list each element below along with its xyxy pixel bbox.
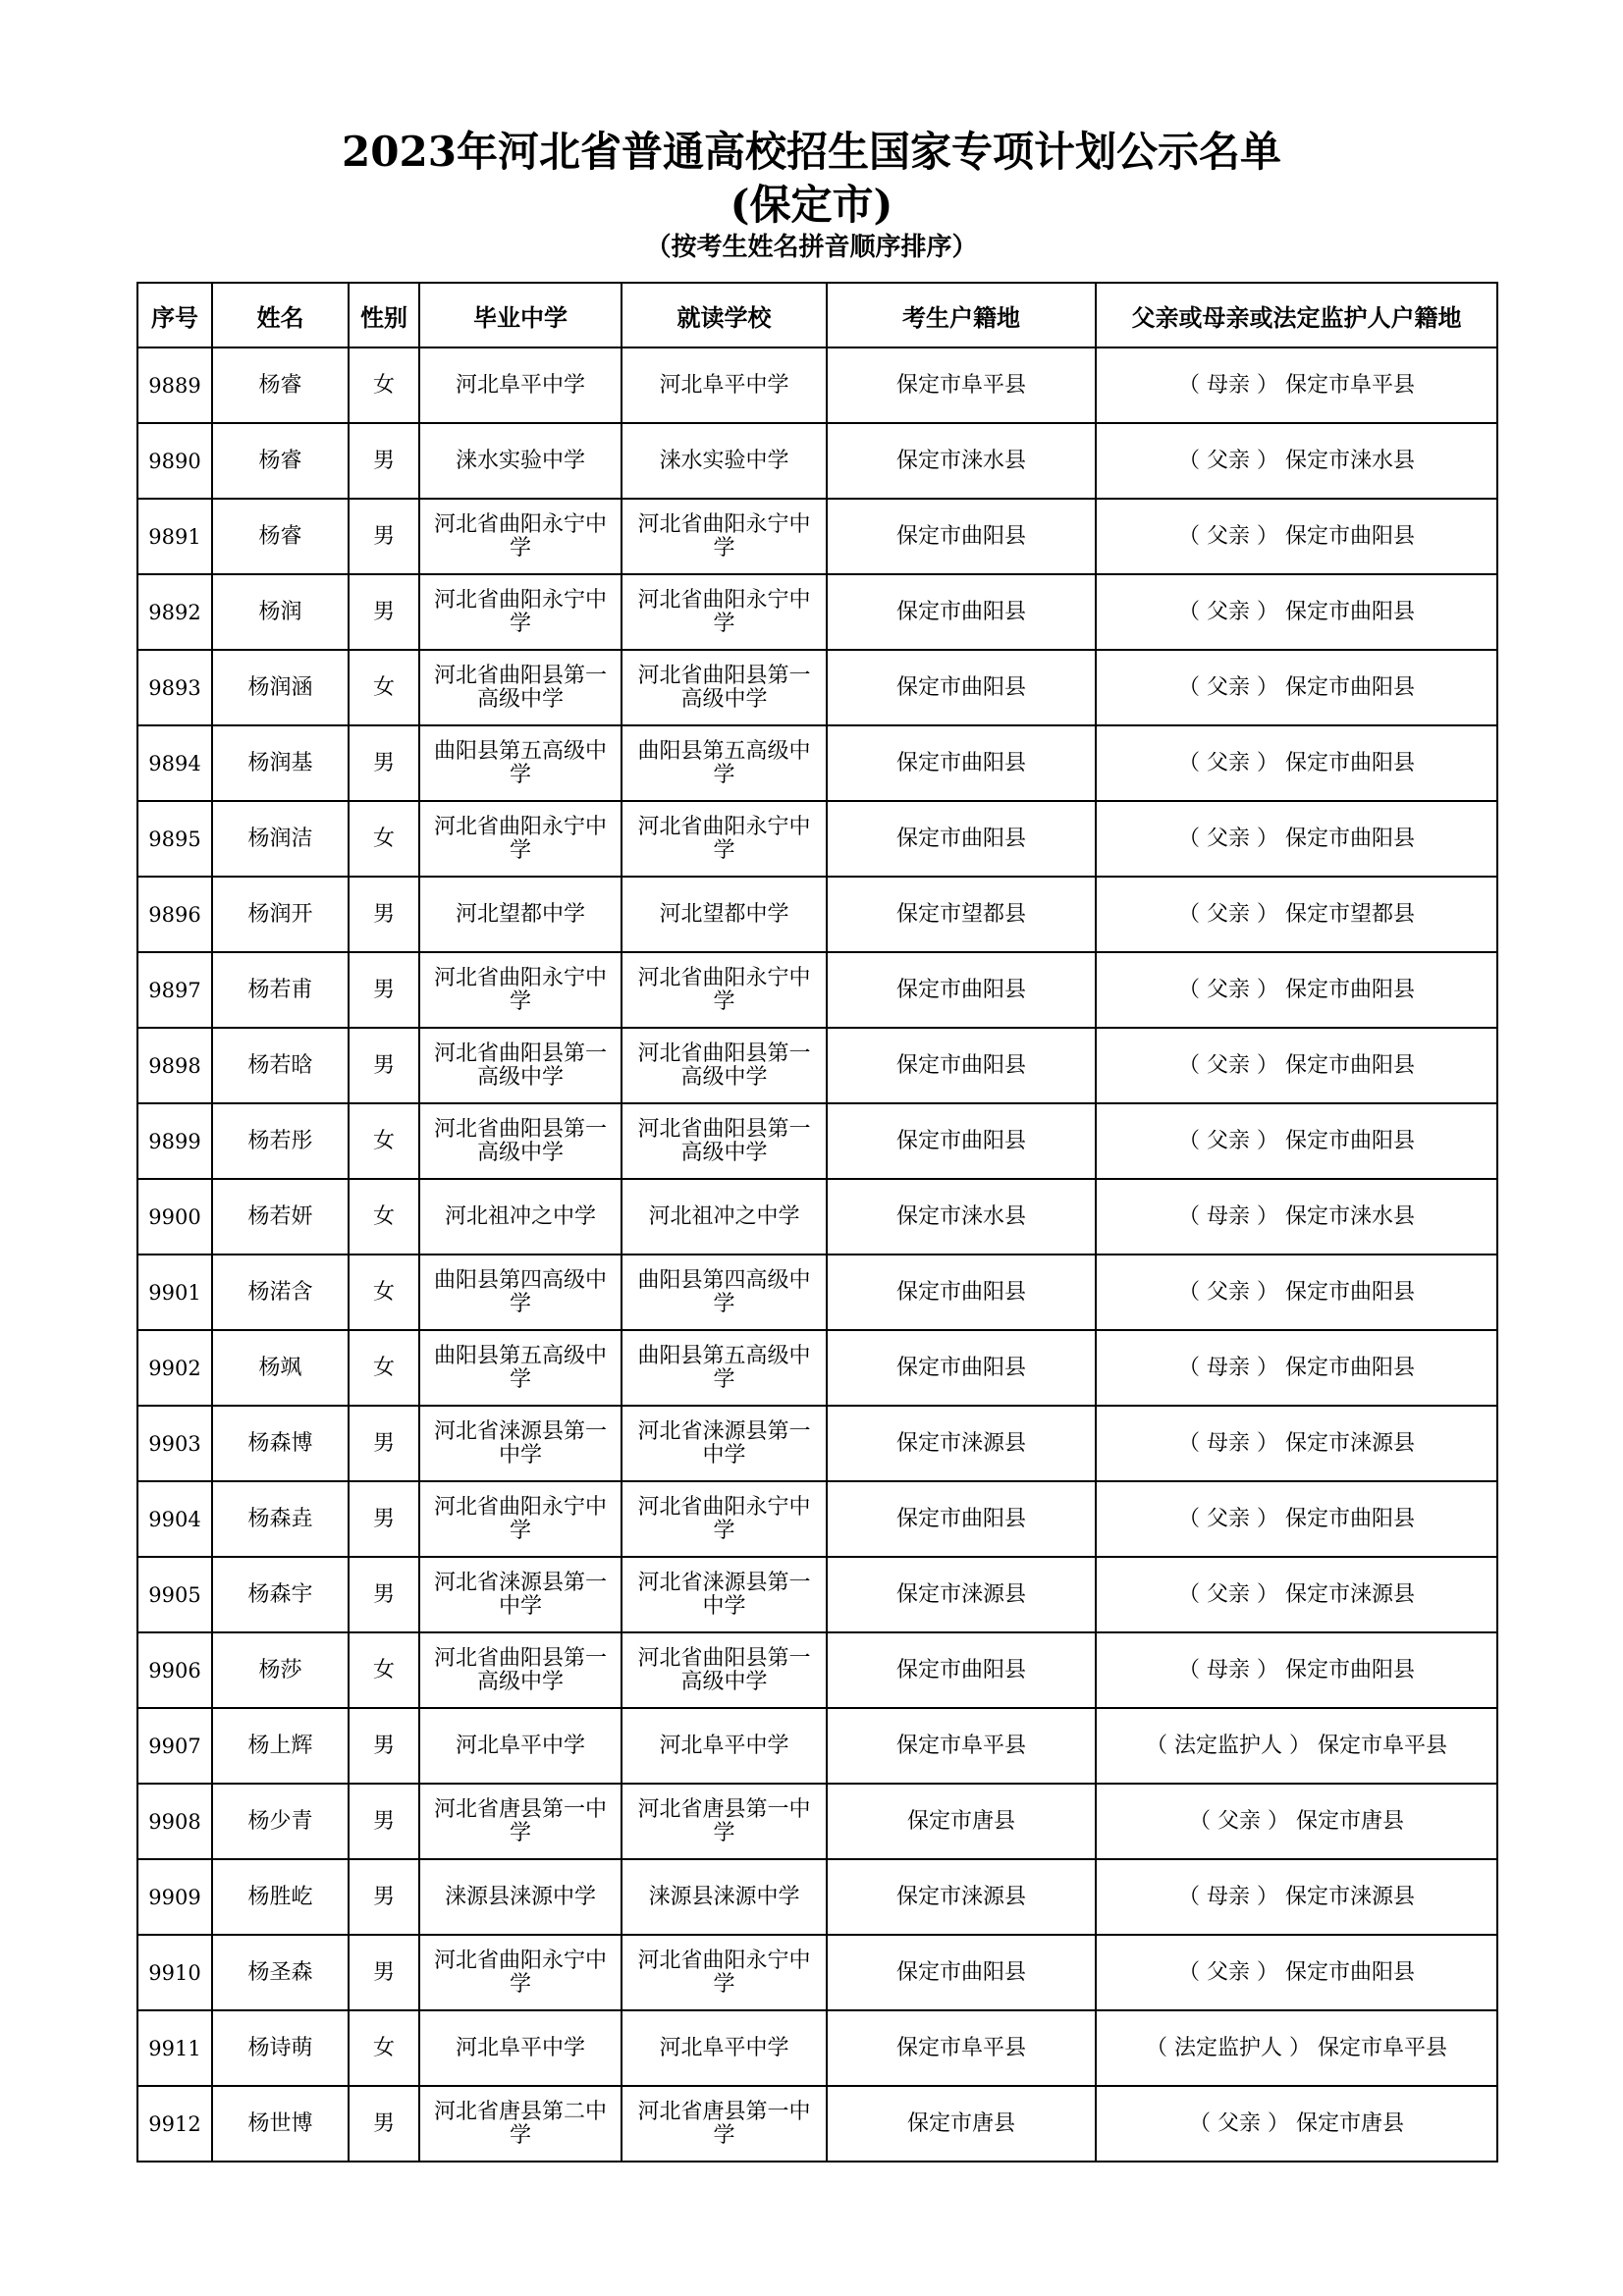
- cell-gender: 男: [349, 1784, 419, 1859]
- cell-seq: 9900: [137, 1179, 212, 1255]
- cell-guardian-domicile: （ 法定监护人 ） 保定市阜平县: [1096, 2010, 1497, 2086]
- cell-seq: 9902: [137, 1330, 212, 1406]
- cell-gender: 女: [349, 1255, 419, 1330]
- cell-current-school: 河北省曲阳县第一高级中学: [622, 1632, 827, 1708]
- cell-current-school: 河北祖冲之中学: [622, 1179, 827, 1255]
- cell-guardian-domicile: （ 母亲 ） 保定市曲阳县: [1096, 1632, 1497, 1708]
- cell-gender: 男: [349, 1708, 419, 1784]
- cell-current-school: 河北省曲阳县第一高级中学: [622, 1028, 827, 1103]
- cell-graduated-school: 河北阜平中学: [419, 347, 622, 423]
- cell-name: 杨润: [212, 574, 349, 650]
- cell-current-school: 河北阜平中学: [622, 2010, 827, 2086]
- cell-graduated-school: 曲阳县第五高级中学: [419, 725, 622, 801]
- cell-gender: 男: [349, 1935, 419, 2010]
- cell-guardian-domicile: （ 母亲 ） 保定市涞源县: [1096, 1406, 1497, 1481]
- cell-graduated-school: 河北省涞源县第一中学: [419, 1406, 622, 1481]
- cell-graduated-school: 河北阜平中学: [419, 2010, 622, 2086]
- table-row: [137, 1481, 1497, 1557]
- column-header-student-domicile: 考生户籍地: [827, 283, 1096, 347]
- cell-graduated-school: 曲阳县第四高级中学: [419, 1255, 622, 1330]
- table-row: [137, 2010, 1497, 2086]
- cell-graduated-school: 曲阳县第五高级中学: [419, 1330, 622, 1406]
- cell-name: 杨圣森: [212, 1935, 349, 2010]
- cell-student-domicile: 保定市曲阳县: [827, 650, 1096, 725]
- table-row: [137, 1103, 1497, 1179]
- cell-student-domicile: 保定市阜平县: [827, 1708, 1096, 1784]
- cell-gender: 女: [349, 1330, 419, 1406]
- table-row: [137, 2086, 1497, 2162]
- cell-seq: 9890: [137, 423, 212, 499]
- cell-seq: 9897: [137, 952, 212, 1028]
- table-row: [137, 347, 1497, 423]
- cell-guardian-domicile: （ 父亲 ） 保定市曲阳县: [1096, 574, 1497, 650]
- cell-name: 杨睿: [212, 423, 349, 499]
- cell-seq: 9907: [137, 1708, 212, 1784]
- cell-student-domicile: 保定市阜平县: [827, 347, 1096, 423]
- cell-name: 杨莎: [212, 1632, 349, 1708]
- cell-student-domicile: 保定市曲阳县: [827, 1255, 1096, 1330]
- cell-name: 杨润基: [212, 725, 349, 801]
- cell-current-school: 涞源县涞源中学: [622, 1859, 827, 1935]
- cell-guardian-domicile: （ 父亲 ） 保定市涞水县: [1096, 423, 1497, 499]
- cell-graduated-school: 河北省曲阳县第一高级中学: [419, 1632, 622, 1708]
- cell-graduated-school: 河北省曲阳县第一高级中学: [419, 650, 622, 725]
- table-row: [137, 1406, 1497, 1481]
- cell-student-domicile: 保定市涞水县: [827, 423, 1096, 499]
- cell-graduated-school: 河北省唐县第二中学: [419, 2086, 622, 2162]
- cell-student-domicile: 保定市涞水县: [827, 1179, 1096, 1255]
- cell-graduated-school: 河北省曲阳县第一高级中学: [419, 1103, 622, 1179]
- cell-student-domicile: 保定市曲阳县: [827, 725, 1096, 801]
- table-row: [137, 1935, 1497, 2010]
- table-row: [137, 877, 1497, 952]
- cell-name: 杨森博: [212, 1406, 349, 1481]
- column-header-current-school: 就读学校: [622, 283, 827, 347]
- cell-graduated-school: 河北省涞源县第一中学: [419, 1557, 622, 1632]
- table-row: [137, 423, 1497, 499]
- cell-gender: 男: [349, 2086, 419, 2162]
- cell-name: 杨世博: [212, 2086, 349, 2162]
- cell-student-domicile: 保定市涞源县: [827, 1859, 1096, 1935]
- cell-seq: 9894: [137, 725, 212, 801]
- cell-student-domicile: 保定市涞源县: [827, 1557, 1096, 1632]
- cell-guardian-domicile: （ 父亲 ） 保定市曲阳县: [1096, 725, 1497, 801]
- cell-name: 杨若甫: [212, 952, 349, 1028]
- cell-current-school: 河北省曲阳永宁中学: [622, 1935, 827, 2010]
- cell-gender: 男: [349, 423, 419, 499]
- cell-student-domicile: 保定市唐县: [827, 1784, 1096, 1859]
- cell-seq: 9899: [137, 1103, 212, 1179]
- cell-guardian-domicile: （ 父亲 ） 保定市曲阳县: [1096, 1255, 1497, 1330]
- cell-current-school: 河北省涞源县第一中学: [622, 1406, 827, 1481]
- cell-graduated-school: 河北望都中学: [419, 877, 622, 952]
- cell-graduated-school: 河北阜平中学: [419, 1708, 622, 1784]
- cell-seq: 9906: [137, 1632, 212, 1708]
- cell-current-school: 河北省曲阳永宁中学: [622, 952, 827, 1028]
- cell-current-school: 涞水实验中学: [622, 423, 827, 499]
- column-header-guardian-domicile: 父亲或母亲或法定监护人户籍地: [1096, 283, 1497, 347]
- cell-guardian-domicile: （ 父亲 ） 保定市曲阳县: [1096, 650, 1497, 725]
- cell-guardian-domicile: （ 父亲 ） 保定市唐县: [1096, 1784, 1497, 1859]
- cell-current-school: 曲阳县第五高级中学: [622, 725, 827, 801]
- cell-seq: 9892: [137, 574, 212, 650]
- cell-current-school: 河北省曲阳永宁中学: [622, 1481, 827, 1557]
- cell-gender: 男: [349, 1028, 419, 1103]
- cell-graduated-school: 河北省曲阳县第一高级中学: [419, 1028, 622, 1103]
- cell-current-school: 河北省曲阳县第一高级中学: [622, 650, 827, 725]
- cell-name: 杨润开: [212, 877, 349, 952]
- cell-name: 杨森宇: [212, 1557, 349, 1632]
- cell-guardian-domicile: （ 母亲 ） 保定市涞源县: [1096, 1859, 1497, 1935]
- cell-graduated-school: 涞源县涞源中学: [419, 1859, 622, 1935]
- cell-gender: 女: [349, 2010, 419, 2086]
- cell-current-school: 河北阜平中学: [622, 1708, 827, 1784]
- cell-seq: 9910: [137, 1935, 212, 2010]
- cell-current-school: 河北阜平中学: [622, 347, 827, 423]
- cell-gender: 女: [349, 801, 419, 877]
- cell-seq: 9896: [137, 877, 212, 952]
- cell-student-domicile: 保定市曲阳县: [827, 952, 1096, 1028]
- cell-name: 杨少青: [212, 1784, 349, 1859]
- cell-gender: 男: [349, 1481, 419, 1557]
- cell-seq: 9889: [137, 347, 212, 423]
- cell-guardian-domicile: （ 父亲 ） 保定市望都县: [1096, 877, 1497, 952]
- cell-seq: 9905: [137, 1557, 212, 1632]
- table-row: [137, 1255, 1497, 1330]
- table-row: [137, 1330, 1497, 1406]
- table-header-row: [137, 283, 1497, 347]
- table-row: [137, 952, 1497, 1028]
- cell-gender: 男: [349, 725, 419, 801]
- cell-current-school: 河北省曲阳永宁中学: [622, 499, 827, 574]
- column-header-seq: 序号: [137, 283, 212, 347]
- cell-current-school: 曲阳县第四高级中学: [622, 1255, 827, 1330]
- cell-gender: 男: [349, 1406, 419, 1481]
- cell-guardian-domicile: （ 父亲 ） 保定市曲阳县: [1096, 1103, 1497, 1179]
- cell-name: 杨睿: [212, 347, 349, 423]
- cell-gender: 女: [349, 1103, 419, 1179]
- cell-current-school: 曲阳县第五高级中学: [622, 1330, 827, 1406]
- cell-seq: 9911: [137, 2010, 212, 2086]
- cell-seq: 9912: [137, 2086, 212, 2162]
- cell-guardian-domicile: （ 父亲 ） 保定市曲阳县: [1096, 1935, 1497, 2010]
- table-row: [137, 1028, 1497, 1103]
- cell-name: 杨森垚: [212, 1481, 349, 1557]
- cell-guardian-domicile: （ 父亲 ） 保定市唐县: [1096, 2086, 1497, 2162]
- cell-seq: 9903: [137, 1406, 212, 1481]
- cell-student-domicile: 保定市曲阳县: [827, 499, 1096, 574]
- table-row: [137, 1557, 1497, 1632]
- cell-gender: 女: [349, 650, 419, 725]
- cell-current-school: 河北省涞源县第一中学: [622, 1557, 827, 1632]
- cell-student-domicile: 保定市曲阳县: [827, 1330, 1096, 1406]
- cell-guardian-domicile: （ 母亲 ） 保定市曲阳县: [1096, 1330, 1497, 1406]
- cell-student-domicile: 保定市曲阳县: [827, 1028, 1096, 1103]
- cell-graduated-school: 河北省唐县第一中学: [419, 1784, 622, 1859]
- table-body: [137, 347, 1497, 2162]
- cell-gender: 男: [349, 1859, 419, 1935]
- cell-seq: 9904: [137, 1481, 212, 1557]
- cell-student-domicile: 保定市曲阳县: [827, 801, 1096, 877]
- cell-seq: 9893: [137, 650, 212, 725]
- cell-graduated-school: 涞水实验中学: [419, 423, 622, 499]
- cell-gender: 女: [349, 1632, 419, 1708]
- table-row: [137, 725, 1497, 801]
- cell-name: 杨若彤: [212, 1103, 349, 1179]
- cell-guardian-domicile: （ 父亲 ） 保定市曲阳县: [1096, 1481, 1497, 1557]
- cell-guardian-domicile: （ 父亲 ） 保定市曲阳县: [1096, 952, 1497, 1028]
- cell-graduated-school: 河北省曲阳永宁中学: [419, 801, 622, 877]
- cell-name: 杨诗萌: [212, 2010, 349, 2086]
- table-row: [137, 1784, 1497, 1859]
- cell-student-domicile: 保定市望都县: [827, 877, 1096, 952]
- cell-name: 杨若晗: [212, 1028, 349, 1103]
- column-header-graduated-school: 毕业中学: [419, 283, 622, 347]
- cell-gender: 男: [349, 499, 419, 574]
- cell-graduated-school: 河北祖冲之中学: [419, 1179, 622, 1255]
- cell-guardian-domicile: （ 父亲 ） 保定市曲阳县: [1096, 801, 1497, 877]
- table-row: [137, 1179, 1497, 1255]
- cell-seq: 9909: [137, 1859, 212, 1935]
- table-row: [137, 1859, 1497, 1935]
- cell-student-domicile: 保定市曲阳县: [827, 1103, 1096, 1179]
- cell-current-school: 河北省曲阳永宁中学: [622, 574, 827, 650]
- cell-guardian-domicile: （ 法定监护人 ） 保定市阜平县: [1096, 1708, 1497, 1784]
- cell-graduated-school: 河北省曲阳永宁中学: [419, 1935, 622, 2010]
- table-row: [137, 574, 1497, 650]
- page-subtitle: (保定市): [730, 181, 893, 229]
- cell-student-domicile: 保定市涞源县: [827, 1406, 1096, 1481]
- column-header-name: 姓名: [212, 283, 349, 347]
- cell-name: 杨渃含: [212, 1255, 349, 1330]
- table-row: [137, 1708, 1497, 1784]
- table-row: [137, 1632, 1497, 1708]
- cell-guardian-domicile: （ 母亲 ） 保定市阜平县: [1096, 347, 1497, 423]
- cell-gender: 女: [349, 1179, 419, 1255]
- cell-seq: 9908: [137, 1784, 212, 1859]
- cell-current-school: 河北省唐县第一中学: [622, 2086, 827, 2162]
- cell-seq: 9898: [137, 1028, 212, 1103]
- cell-name: 杨润洁: [212, 801, 349, 877]
- cell-current-school: 河北省曲阳永宁中学: [622, 801, 827, 877]
- cell-gender: 女: [349, 347, 419, 423]
- cell-student-domicile: 保定市曲阳县: [827, 1481, 1096, 1557]
- cell-gender: 男: [349, 952, 419, 1028]
- cell-name: 杨胜屹: [212, 1859, 349, 1935]
- cell-graduated-school: 河北省曲阳永宁中学: [419, 1481, 622, 1557]
- cell-name: 杨润涵: [212, 650, 349, 725]
- admission-list-table: [136, 282, 1498, 2163]
- cell-guardian-domicile: （ 父亲 ） 保定市曲阳县: [1096, 1028, 1497, 1103]
- table-row: [137, 801, 1497, 877]
- cell-name: 杨飒: [212, 1330, 349, 1406]
- cell-seq: 9891: [137, 499, 212, 574]
- column-header-gender: 性别: [349, 283, 419, 347]
- cell-name: 杨上辉: [212, 1708, 349, 1784]
- cell-current-school: 河北省唐县第一中学: [622, 1784, 827, 1859]
- cell-student-domicile: 保定市曲阳县: [827, 1935, 1096, 2010]
- cell-current-school: 河北省曲阳县第一高级中学: [622, 1103, 827, 1179]
- cell-student-domicile: 保定市唐县: [827, 2086, 1096, 2162]
- cell-student-domicile: 保定市曲阳县: [827, 574, 1096, 650]
- cell-graduated-school: 河北省曲阳永宁中学: [419, 499, 622, 574]
- cell-name: 杨若妍: [212, 1179, 349, 1255]
- cell-current-school: 河北望都中学: [622, 877, 827, 952]
- cell-name: 杨睿: [212, 499, 349, 574]
- cell-seq: 9895: [137, 801, 212, 877]
- cell-guardian-domicile: （ 父亲 ） 保定市曲阳县: [1096, 499, 1497, 574]
- cell-student-domicile: 保定市阜平县: [827, 2010, 1096, 2086]
- cell-seq: 9901: [137, 1255, 212, 1330]
- cell-gender: 男: [349, 877, 419, 952]
- cell-graduated-school: 河北省曲阳永宁中学: [419, 574, 622, 650]
- page-title: 2023年河北省普通高校招生国家专项计划公示名单: [342, 128, 1281, 176]
- cell-guardian-domicile: （ 母亲 ） 保定市涞水县: [1096, 1179, 1497, 1255]
- cell-graduated-school: 河北省曲阳永宁中学: [419, 952, 622, 1028]
- cell-guardian-domicile: （ 父亲 ） 保定市涞源县: [1096, 1557, 1497, 1632]
- table-row: [137, 499, 1497, 574]
- cell-gender: 男: [349, 574, 419, 650]
- table-row: [137, 650, 1497, 725]
- sort-note: （按考生姓名拼音顺序排序）: [645, 233, 978, 262]
- cell-gender: 男: [349, 1557, 419, 1632]
- cell-student-domicile: 保定市曲阳县: [827, 1632, 1096, 1708]
